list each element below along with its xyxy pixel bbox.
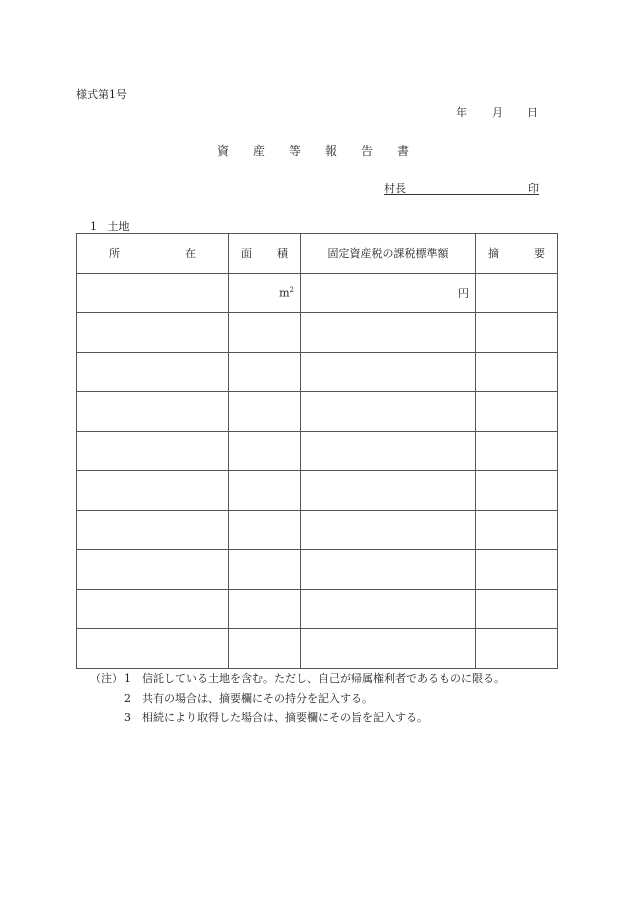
seal-label: 印 bbox=[528, 182, 539, 195]
note-item: 2 共有の場合は、摘要欄にその持分を記入する。 bbox=[124, 691, 373, 705]
note-item: （注） 1 信託している土地を含む。ただし、自己が帰属権利者であるものに限る。 bbox=[90, 669, 505, 689]
title-char: 資 bbox=[217, 144, 230, 158]
cell-area[interactable] bbox=[229, 589, 301, 629]
cell-location[interactable] bbox=[77, 392, 229, 432]
cell-area[interactable] bbox=[229, 313, 301, 353]
cell-remarks[interactable] bbox=[476, 431, 558, 471]
signer-line bbox=[384, 180, 539, 195]
cell-area[interactable] bbox=[229, 352, 301, 392]
cell-location[interactable] bbox=[77, 313, 229, 353]
table-row bbox=[77, 589, 558, 629]
section-label: 土地 bbox=[107, 220, 130, 233]
table-row bbox=[77, 313, 558, 353]
table-row bbox=[77, 510, 558, 550]
header-remarks: 摘 要 bbox=[476, 234, 558, 274]
date-month-label: 月 bbox=[492, 106, 503, 119]
cell-location[interactable] bbox=[77, 431, 229, 471]
cell-tax-base[interactable] bbox=[301, 352, 476, 392]
table-row bbox=[77, 471, 558, 511]
cell-location[interactable] bbox=[77, 352, 229, 392]
cell-tax-base[interactable] bbox=[301, 629, 476, 669]
title-char: 書 bbox=[397, 144, 410, 158]
cell-tax-base[interactable]: 円 bbox=[301, 273, 476, 313]
cell-remarks[interactable] bbox=[476, 352, 558, 392]
cell-tax-base[interactable] bbox=[301, 431, 476, 471]
section-heading bbox=[90, 218, 130, 234]
cell-remarks[interactable] bbox=[476, 273, 558, 313]
form-number: 様式第1号 bbox=[76, 88, 127, 101]
cell-area[interactable] bbox=[229, 471, 301, 511]
date-year-label: 年 bbox=[456, 106, 467, 119]
title-char: 報 bbox=[325, 144, 338, 158]
date-day-label: 日 bbox=[527, 106, 538, 119]
cell-remarks[interactable] bbox=[476, 589, 558, 629]
signer-label: 村長 bbox=[384, 182, 406, 195]
cell-remarks[interactable] bbox=[476, 313, 558, 353]
cell-tax-base[interactable] bbox=[301, 589, 476, 629]
table-row bbox=[77, 352, 558, 392]
cell-remarks[interactable] bbox=[476, 392, 558, 432]
section-number: 1 bbox=[90, 220, 97, 233]
land-table bbox=[76, 233, 558, 669]
cell-tax-base[interactable] bbox=[301, 313, 476, 353]
cell-area[interactable] bbox=[229, 550, 301, 590]
note-item: 3 相続により取得した場合は、摘要欄にその旨を記入する。 bbox=[124, 711, 428, 724]
table-header-row bbox=[77, 234, 558, 274]
cell-tax-base[interactable] bbox=[301, 471, 476, 511]
cell-area[interactable] bbox=[229, 510, 301, 550]
cell-location[interactable] bbox=[77, 629, 229, 669]
cell-location[interactable] bbox=[77, 273, 229, 313]
cell-remarks[interactable] bbox=[476, 629, 558, 669]
cell-location[interactable] bbox=[77, 589, 229, 629]
cell-tax-base[interactable] bbox=[301, 550, 476, 590]
title-char: 告 bbox=[361, 144, 374, 158]
header-tax-base: 固定資産税の課税標準額 bbox=[301, 234, 476, 274]
notes bbox=[90, 669, 505, 728]
table-row bbox=[77, 431, 558, 471]
cell-remarks[interactable] bbox=[476, 510, 558, 550]
title-char: 産 bbox=[253, 144, 266, 158]
notes-label: （注） bbox=[90, 672, 123, 685]
table-row bbox=[77, 392, 558, 432]
cell-remarks[interactable] bbox=[476, 471, 558, 511]
cell-tax-base[interactable] bbox=[301, 510, 476, 550]
cell-remarks[interactable] bbox=[476, 550, 558, 590]
cell-location[interactable] bbox=[77, 510, 229, 550]
cell-area[interactable] bbox=[229, 629, 301, 669]
cell-area[interactable] bbox=[229, 431, 301, 471]
cell-area[interactable] bbox=[229, 392, 301, 432]
cell-area[interactable]: $m^2$ bbox=[229, 273, 301, 313]
cell-location[interactable] bbox=[77, 550, 229, 590]
header-location: 所 在 bbox=[77, 234, 229, 274]
table-row bbox=[77, 550, 558, 590]
header-area: 面 積 bbox=[229, 234, 301, 274]
cell-tax-base[interactable] bbox=[301, 392, 476, 432]
cell-location[interactable] bbox=[77, 471, 229, 511]
table-row bbox=[77, 629, 558, 669]
title-char: 等 bbox=[289, 144, 302, 158]
table-row bbox=[77, 273, 558, 313]
